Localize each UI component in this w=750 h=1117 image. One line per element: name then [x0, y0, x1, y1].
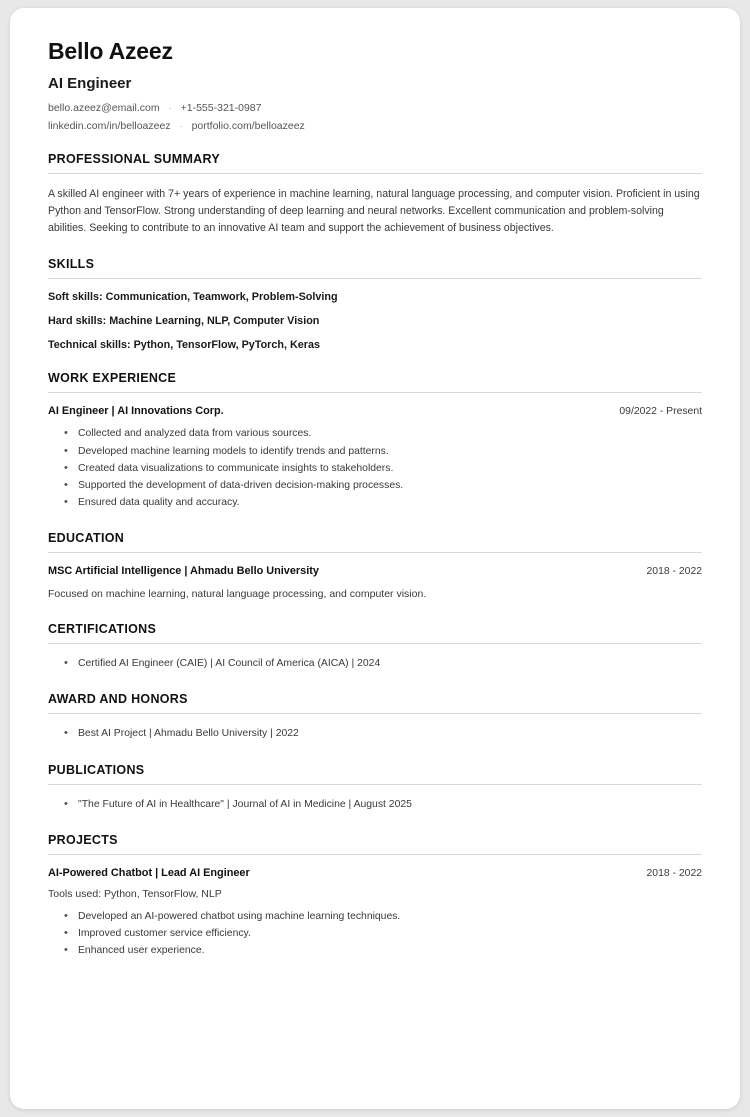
section-certifications: [48, 622, 702, 672]
entry-header: [48, 867, 702, 879]
education-description: Focused on machine learning, natural language processing, and computer vision.: [48, 588, 427, 601]
project-entry: [48, 867, 702, 959]
entry-header: [48, 565, 702, 577]
entry-title: AI Engineer | AI Innovations Corp.: [48, 405, 224, 418]
section-heading: WORK EXPERIENCE: [48, 371, 702, 393]
dot-separator-icon: ·: [179, 121, 183, 131]
section-heading: PROJECTS: [48, 833, 702, 855]
work-entry: [48, 405, 702, 511]
email-text: bello.azeez@email.com: [48, 102, 160, 114]
section-heading: PROFESSIONAL SUMMARY: [48, 152, 702, 174]
list-item: • Ensured data quality and accuracy.: [64, 495, 702, 511]
dot-separator-icon: ·: [168, 103, 172, 113]
summary-text: A skilled AI engineer with 7+ years of experience in machine learning, natural language processing, and computer vision. Proficient in using Python and TensorFlow. Strong understanding of deep learning and neural networks. Excellent communication and problem-solving abilities. Seeking to contribute to an innovative AI team and support the achievement of business objectives.: [48, 188, 700, 235]
section-skills: [48, 257, 702, 351]
entry-date: 2018 - 2022: [646, 867, 702, 879]
section-education: [48, 531, 702, 602]
entry-date: 09/2022 - Present: [619, 406, 702, 418]
education-entry: [48, 565, 702, 602]
skill-line: Hard skills: Machine Learning, NLP, Computer Vision: [48, 315, 320, 328]
work-bullet-list: [48, 426, 702, 511]
publication-list: [48, 797, 702, 813]
entry-header: [48, 405, 702, 417]
contact-line-primary: [48, 102, 702, 114]
list-item: • Enhanced user experience.: [64, 943, 702, 959]
section-heading: SKILLS: [48, 257, 702, 279]
resume-page: [10, 8, 740, 1109]
list-item: • Best AI Project | Ahmadu Bello University | 2022: [64, 726, 702, 742]
project-bullet-list: [48, 909, 702, 959]
section-work-experience: [48, 371, 702, 511]
skill-line: Technical skills: Python, TensorFlow, PyTorch, Keras: [48, 339, 320, 352]
section-heading: CERTIFICATIONS: [48, 622, 702, 644]
skill-line: Soft skills: Communication, Teamwork, Problem-Solving: [48, 291, 338, 304]
contact-line-secondary: [48, 120, 702, 132]
section-professional-summary: [48, 152, 702, 237]
job-title: AI Engineer: [48, 75, 132, 92]
page-title: Bello Azeez: [48, 38, 173, 64]
section-heading: PUBLICATIONS: [48, 763, 702, 785]
section-publications: [48, 763, 702, 813]
list-item: • Improved customer service efficiency.: [64, 926, 702, 942]
list-item: • Developed machine learning models to identify trends and patterns.: [64, 444, 702, 460]
entry-title: MSC Artificial Intelligence | Ahmadu Bello University: [48, 565, 319, 578]
list-item: • Certified AI Engineer (CAIE) | AI Council of America (AICA) | 2024: [64, 656, 702, 672]
phone-text: +1-555-321-0987: [180, 102, 262, 114]
entry-title: AI-Powered Chatbot | Lead AI Engineer: [48, 866, 250, 879]
list-item: • "The Future of AI in Healthcare" | Journal of AI in Medicine | August 2025: [64, 797, 702, 813]
section-awards: [48, 692, 702, 742]
resume-content: [10, 8, 740, 959]
list-item: • Collected and analyzed data from various sources.: [64, 426, 702, 442]
list-item: • Developed an AI-powered chatbot using machine learning techniques.: [64, 909, 702, 925]
project-tools: Tools used: Python, TensorFlow, NLP: [48, 887, 222, 900]
section-heading: AWARD AND HONORS: [48, 692, 702, 714]
section-heading: EDUCATION: [48, 531, 702, 553]
list-item: • Supported the development of data-driven decision-making processes.: [64, 478, 702, 494]
entry-date: 2018 - 2022: [646, 566, 702, 578]
certification-list: [48, 656, 702, 672]
section-projects: [48, 833, 702, 959]
list-item: • Created data visualizations to communicate insights to stakeholders.: [64, 461, 702, 477]
linkedin-text: linkedin.com/in/belloazeez: [48, 120, 171, 132]
award-list: [48, 726, 702, 742]
portfolio-text: portfolio.com/belloazeez: [191, 120, 305, 132]
